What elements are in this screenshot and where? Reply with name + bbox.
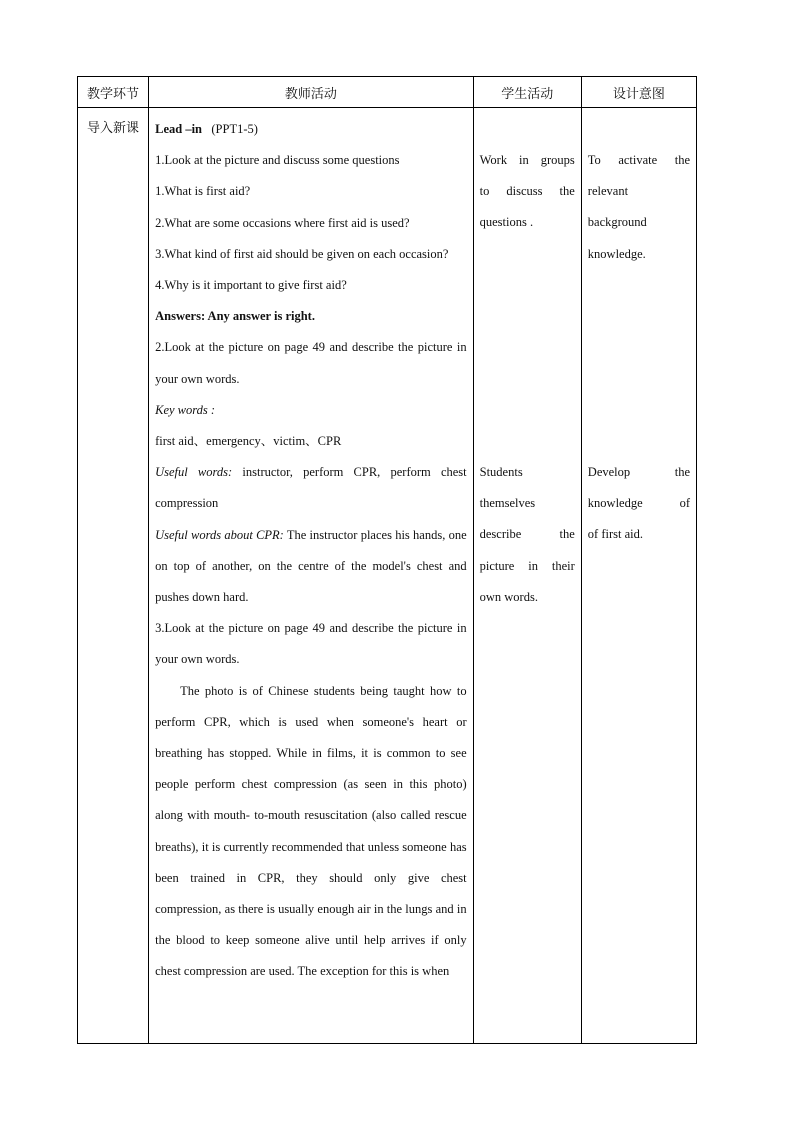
student-activity-cell bbox=[473, 108, 581, 1044]
answers-line bbox=[155, 301, 467, 332]
cpr-words-text: The instructor places his hands, one on top of another, on the centre of the model's chest and pushes down hard. bbox=[155, 527, 467, 605]
student-activity-2 bbox=[480, 457, 575, 613]
design-intent-2-line: Develop the bbox=[587, 465, 690, 479]
student-activity-2-line: describe the bbox=[479, 527, 575, 542]
design-intent-1 bbox=[588, 145, 690, 270]
student-activity-2-line: themselves bbox=[479, 496, 536, 511]
student-activity-1 bbox=[480, 145, 575, 239]
task-2: 2.Look at the picture on page 49 and describe the picture in your own words. bbox=[155, 340, 467, 386]
lead-in-title: Lead –in bbox=[155, 122, 202, 136]
design-intent-2-line: of first aid. bbox=[587, 527, 643, 542]
header-teacher-activity: 教师活动 bbox=[149, 77, 474, 108]
student-activity-1-line: to discuss the bbox=[479, 184, 575, 199]
design-intent-1-line: background bbox=[587, 215, 647, 230]
lesson-plan-table bbox=[77, 76, 697, 1044]
design-intent-1-line: knowledge. bbox=[587, 246, 646, 261]
student-activity-2-line: own words. bbox=[479, 589, 538, 604]
header-design-intent: 设计意图 bbox=[581, 77, 696, 108]
useful-words bbox=[155, 457, 467, 519]
task-3: 3.Look at the picture on page 49 and describe the picture in your own words. bbox=[155, 621, 467, 667]
lead-in-row bbox=[78, 108, 697, 1044]
useful-words-label: Useful words: bbox=[155, 465, 233, 480]
student-activity-1-line: questions . bbox=[479, 215, 534, 230]
header-student-activity: 学生活动 bbox=[473, 77, 581, 108]
lead-in-line bbox=[155, 114, 467, 145]
design-intent-2 bbox=[588, 457, 690, 551]
student-activity-1-line: Work in groups bbox=[479, 153, 575, 167]
design-intent-1-line: relevant bbox=[587, 184, 629, 199]
useful-words-text: instructor, perform CPR, perform chest compression bbox=[155, 465, 467, 511]
key-words-label: Key words : bbox=[155, 402, 216, 417]
question-1: 1.What is first aid? bbox=[155, 184, 251, 199]
task-1: 1.Look at the picture and discuss some questions bbox=[155, 153, 400, 168]
design-intent-cell bbox=[581, 108, 696, 1044]
question-3: 3.What kind of first aid should be given on each occasion? bbox=[155, 246, 449, 261]
cpr-words-label: Useful words about CPR: bbox=[155, 527, 284, 542]
design-intent-2-line: knowledge of bbox=[587, 496, 690, 511]
cpr-paragraph: The photo is of Chinese students being taught how to perform CPR, which is used when someone's heart or breathing has stopped. While in films, it is common to see people perform chest compression (as seen in this photo) along with mouth- to-mouth resuscitation (also called rescue breaths), it is currently recommended that unless someone has been trained in CPR, they should only give chest compression, as there is usually enough air in the lungs and in the blood to keep someone alive until help arrives if only chest compression are used. The exception for this is when bbox=[155, 683, 467, 979]
teacher-activity-cell bbox=[149, 108, 474, 1044]
key-words: first aid、emergency、victim、CPR bbox=[155, 434, 342, 449]
header-stage: 教学环节 bbox=[78, 77, 149, 108]
cpr-words bbox=[155, 520, 467, 614]
question-2: 2.What are some occasions where first aid is used? bbox=[155, 215, 410, 230]
question-4: 4.Why is it important to give first aid? bbox=[155, 278, 347, 293]
header-row bbox=[78, 77, 697, 108]
ppt-range: (PPT1-5) bbox=[211, 122, 258, 136]
answers-text: Answers: Any answer is right. bbox=[155, 309, 315, 324]
student-activity-2-line: Students bbox=[479, 465, 523, 479]
student-activity-2-line: picture in their bbox=[479, 558, 575, 573]
key-words-label-line bbox=[155, 395, 467, 426]
stage-cell: 导入新课 bbox=[78, 108, 149, 1044]
design-intent-1-line: To activate the bbox=[587, 153, 690, 167]
